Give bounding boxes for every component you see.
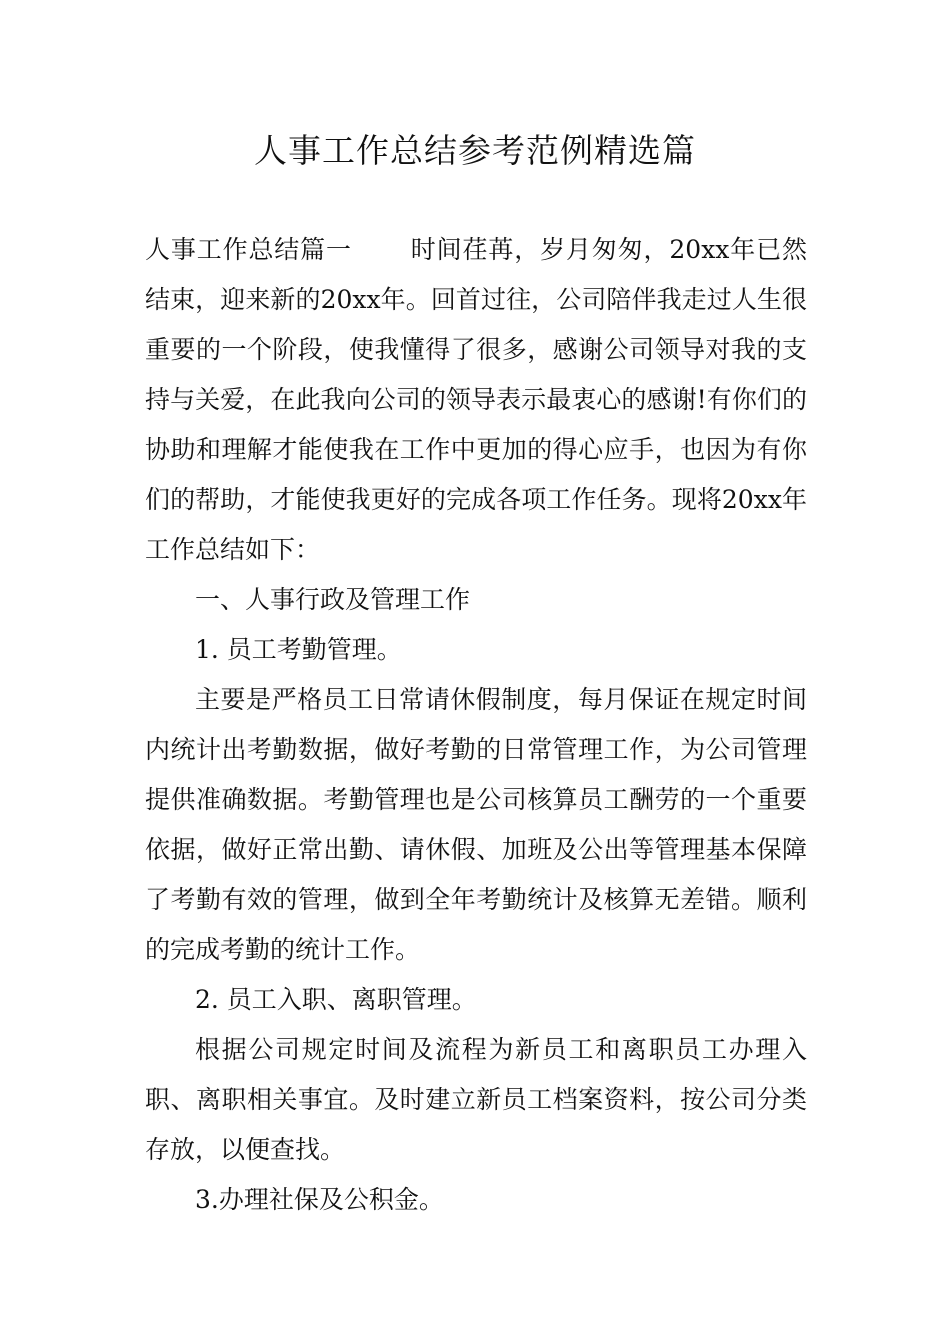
intro-paragraph	[145, 225, 807, 575]
document-body	[145, 225, 807, 1225]
item-3-heading: 3.办理社保及公积金。	[195, 1185, 444, 1214]
item-2-heading: 2. 员工入职、离职管理。	[195, 985, 477, 1014]
item-1-heading: 1. 员工考勤管理。	[195, 635, 402, 664]
section-heading: 一、人事行政及管理工作	[195, 585, 471, 614]
intro-text: 时间荏苒，岁月匆匆，20xx年已然结束，迎来新的20xx年。回首过往，公司陪伴我走过人生很重要的一个阶段，使我懂得了很多，感谢公司领导对我的支持与关爱，在此我向公司的领导表示最衷心的感谢!有你们的协助和理解才能使我在工作中更加的得心应手，也因为有你们的帮助，才能使我更好的完成各项工作任务。现将20xx年工作总结如下：	[145, 235, 807, 564]
item-2-paragraph: 根据公司规定时间及流程为新员工和离职员工办理入职、离职相关事宜。及时建立新员工档案资料，按公司分类存放，以便查找。	[145, 1035, 807, 1164]
document-title: 人事工作总结参考范例精选篇	[254, 131, 696, 170]
intro-heading: 人事工作总结篇一	[145, 235, 352, 264]
item-1-paragraph: 主要是严格员工日常请休假制度，每月保证在规定时间内统计出考勤数据，做好考勤的日常管理工作，为公司管理提供准确数据。考勤管理也是公司核算员工酬劳的一个重要依据，做好正常出勤、请休假、加班及公出等管理基本保障了考勤有效的管理，做到全年考勤统计及核算无差错。顺利的完成考勤的统计工作。	[145, 685, 807, 964]
